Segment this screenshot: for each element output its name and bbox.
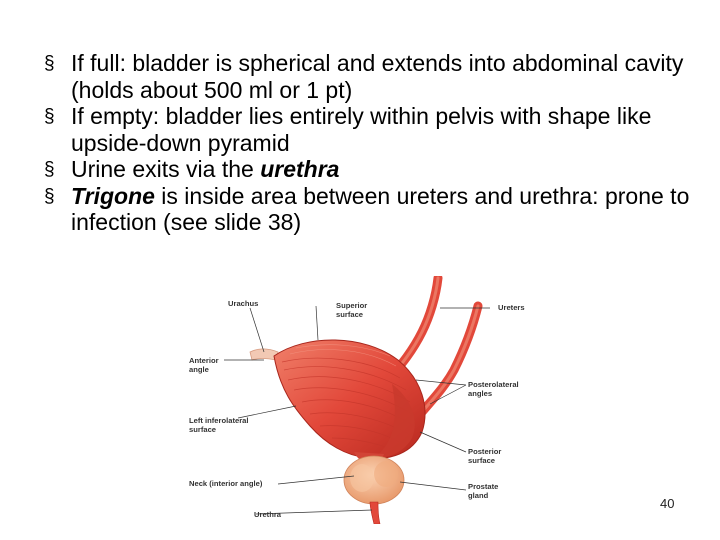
label-neck: Neck (interior angle): [189, 479, 263, 488]
bullet-text: is inside area between ureters and urethra: prone to infection (see slide 38): [71, 182, 690, 235]
bullet-item: [44, 183, 704, 236]
label-superior-surface: Superior surface: [336, 301, 368, 319]
urachus: [250, 349, 278, 360]
label-ureters: Ureters: [498, 303, 525, 312]
urethra: [370, 502, 380, 524]
bullet-item: [44, 103, 704, 156]
label-urachus: Urachus: [228, 299, 259, 308]
bullet-marker: §: [44, 159, 55, 180]
label-posterior-surface: Posterior surface: [468, 447, 502, 465]
bullet-text: If full: bladder is spherical and extends into abdominal cavity (holds about 500 ml or 1 pt): [71, 50, 684, 103]
bullet-text: Urine exits via the: [71, 156, 261, 182]
label-prostate-gland: Prostate gland: [468, 482, 499, 500]
bullet-emphasis: Trigone: [71, 182, 155, 209]
bullet-marker: §: [44, 106, 55, 127]
bullet-emphasis: urethra: [260, 156, 340, 182]
label-left-inferolateral-surface: Left inferolateral surface: [189, 416, 249, 434]
label-urethra: Urethra: [254, 510, 282, 519]
bullet-marker: §: [44, 185, 55, 207]
bullet-item: [44, 50, 704, 103]
label-anterior-angle: Anterior angle: [189, 356, 219, 374]
bullet-text: If empty: bladder lies entirely within pelvis with shape like upside-down pyramid: [71, 103, 652, 156]
bladder-anatomy-figure: [186, 276, 546, 524]
bullet-marker: §: [44, 53, 55, 74]
bullet-item: [44, 156, 704, 183]
slide-number: 40: [660, 496, 675, 511]
bladder-illustration: [186, 276, 546, 524]
label-posterolateral-angles: Posterolateral angles: [468, 380, 519, 398]
bullet-list: [44, 50, 704, 236]
